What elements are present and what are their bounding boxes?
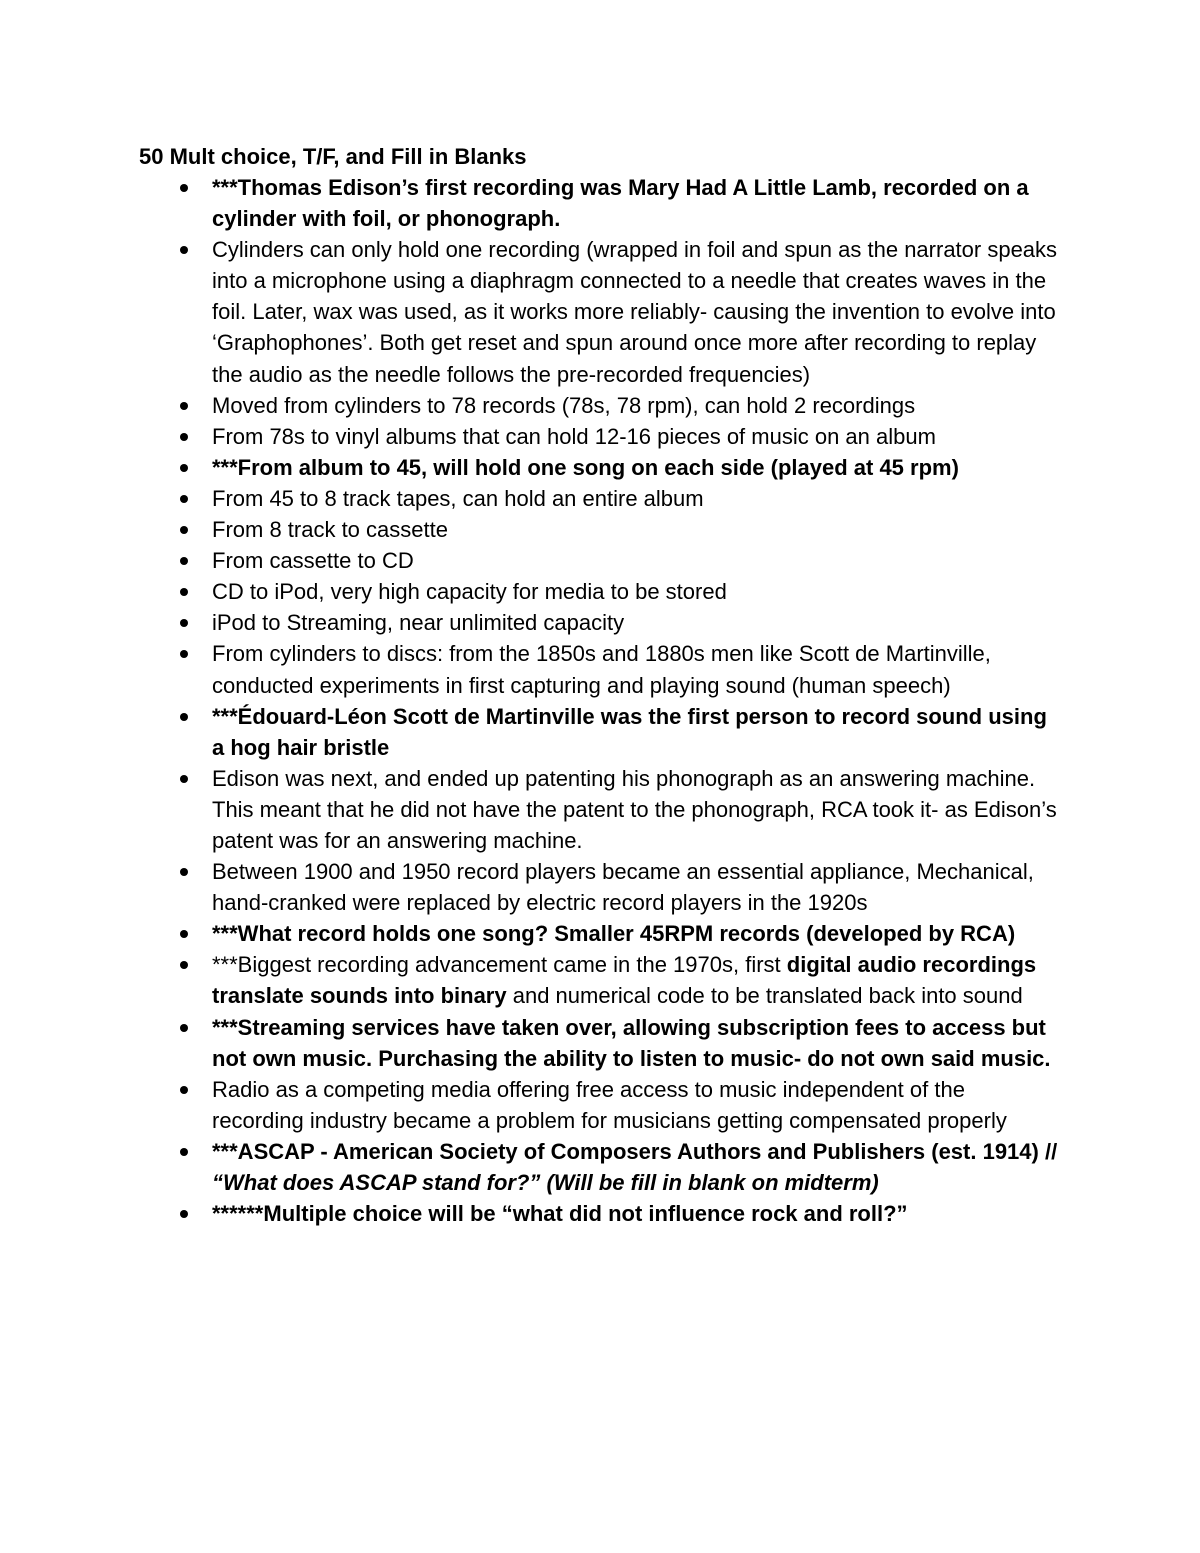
bullet-dot-icon bbox=[180, 246, 188, 254]
note-item bbox=[180, 1012, 1060, 1074]
bullet-dot-icon bbox=[180, 464, 188, 472]
note-item bbox=[180, 1198, 1060, 1229]
note-item bbox=[180, 545, 1060, 576]
note-item bbox=[180, 1136, 1060, 1198]
note-text-segment: digital audio recordings translate sounds into binary bbox=[212, 952, 1037, 1009]
note-text-segment: ******Multiple choice will be “what did not influence rock and roll?” bbox=[212, 1201, 908, 1227]
bullet-dot-icon bbox=[180, 650, 188, 658]
note-item bbox=[180, 172, 1060, 234]
note-text-segment: From cylinders to discs: from the 1850s and 1880s men like Scott de Martinville, conducted experiments in first capturing and playing sound (human speech) bbox=[212, 641, 991, 698]
note-text-segment: From cassette to CD bbox=[212, 548, 414, 574]
note-text-segment: Between 1900 and 1950 record players became an essential appliance, Mechanical, hand-cranked were replaced by electric record players in the 1920s bbox=[212, 859, 1034, 916]
bullet-dot-icon bbox=[180, 961, 188, 969]
page-heading: 50 Mult choice, T/F, and Fill in Blanks bbox=[139, 144, 527, 169]
note-text-segment: iPod to Streaming, near unlimited capacity bbox=[212, 610, 625, 636]
note-text-segment: ***Édouard-Léon Scott de Martinville was the first person to record sound using a hog hair bristle bbox=[212, 703, 1047, 760]
note-text-segment: Cylinders can only hold one recording (wrapped in foil and spun as the narrator speaks into a microphone using a diaphragm connected to a needle that creates waves in the foil. Later, wax was used, as it works more reliably- causing the invention to evolve into ‘Graphophones’. Both get reset and spun around once more after recording to replay the audio as the needle follows the pre-recorded frequencies) bbox=[212, 237, 1058, 387]
note-item bbox=[180, 576, 1060, 607]
note-text-segment: ***What record holds one song? Smaller 45RPM records (developed by RCA) bbox=[212, 921, 1016, 947]
note-text-segment: “What does ASCAP stand for?” (Will be fill in blank on midterm) bbox=[212, 1170, 879, 1195]
note-text-segment: ***Biggest recording advancement came in the 1970s, first bbox=[212, 952, 787, 978]
note-item bbox=[180, 918, 1060, 949]
note-text-segment: Edison was next, and ended up patenting his phonograph as an answering machine. This meant that he did not have the patent to the phonograph, RCA took it- as Edison’s patent was for an answering machine. bbox=[212, 765, 1057, 853]
note-text-segment: Moved from cylinders to 78 records (78s, 78 rpm), can hold 2 recordings bbox=[212, 392, 916, 418]
note-text-segment: and numerical code to be translated back into sound bbox=[506, 983, 1023, 1009]
note-item bbox=[180, 856, 1060, 918]
bullet-dot-icon bbox=[180, 495, 188, 503]
note-item bbox=[180, 452, 1060, 483]
bullet-dot-icon bbox=[180, 713, 188, 721]
bullet-dot-icon bbox=[180, 184, 188, 192]
note-item bbox=[180, 607, 1060, 638]
note-item bbox=[180, 421, 1060, 452]
bullet-dot-icon bbox=[180, 526, 188, 534]
note-item bbox=[180, 763, 1060, 856]
note-text-segment: From 8 track to cassette bbox=[212, 517, 448, 543]
note-text-segment: Radio as a competing media offering free access to music independent of the recording industry became a problem for musicians getting compensated properly bbox=[212, 1076, 1007, 1133]
bullet-dot-icon bbox=[180, 557, 188, 565]
note-item bbox=[180, 514, 1060, 545]
notes-list bbox=[180, 172, 1060, 1229]
bullet-dot-icon bbox=[180, 588, 188, 596]
note-item bbox=[180, 1074, 1060, 1136]
note-item bbox=[180, 638, 1060, 700]
bullet-dot-icon bbox=[180, 1024, 188, 1032]
note-text-segment: ***Streaming services have taken over, allowing subscription fees to access but not own music. Purchasing the ability to listen to music- do not own said music. bbox=[212, 1014, 1051, 1071]
note-text-segment: CD to iPod, very high capacity for media to be stored bbox=[212, 579, 727, 605]
note-item bbox=[180, 949, 1060, 1011]
bullet-dot-icon bbox=[180, 433, 188, 441]
note-item bbox=[180, 390, 1060, 421]
bullet-dot-icon bbox=[180, 402, 188, 410]
note-text-segment: ***Thomas Edison’s first recording was Mary Had A Little Lamb, recorded on a cylinder with foil, or phonograph. bbox=[212, 175, 1029, 232]
note-item bbox=[180, 701, 1060, 763]
note-text-segment: From 78s to vinyl albums that can hold 12-16 pieces of music on an album bbox=[212, 423, 936, 449]
bullet-dot-icon bbox=[180, 1086, 188, 1094]
bullet-dot-icon bbox=[180, 775, 188, 783]
note-item bbox=[180, 483, 1060, 514]
bullet-dot-icon bbox=[180, 1148, 188, 1156]
bullet-dot-icon bbox=[180, 619, 188, 627]
bullet-dot-icon bbox=[180, 1210, 188, 1218]
note-item bbox=[180, 234, 1060, 389]
note-text-segment: ***From album to 45, will hold one song on each side (played at 45 rpm) bbox=[212, 454, 959, 480]
note-text-segment: ***ASCAP - American Society of Composers Authors and Publishers (est. 1914) // bbox=[212, 1138, 1058, 1164]
note-text-segment: From 45 to 8 track tapes, can hold an entire album bbox=[212, 485, 704, 511]
bullet-dot-icon bbox=[180, 868, 188, 876]
bullet-dot-icon bbox=[180, 930, 188, 938]
